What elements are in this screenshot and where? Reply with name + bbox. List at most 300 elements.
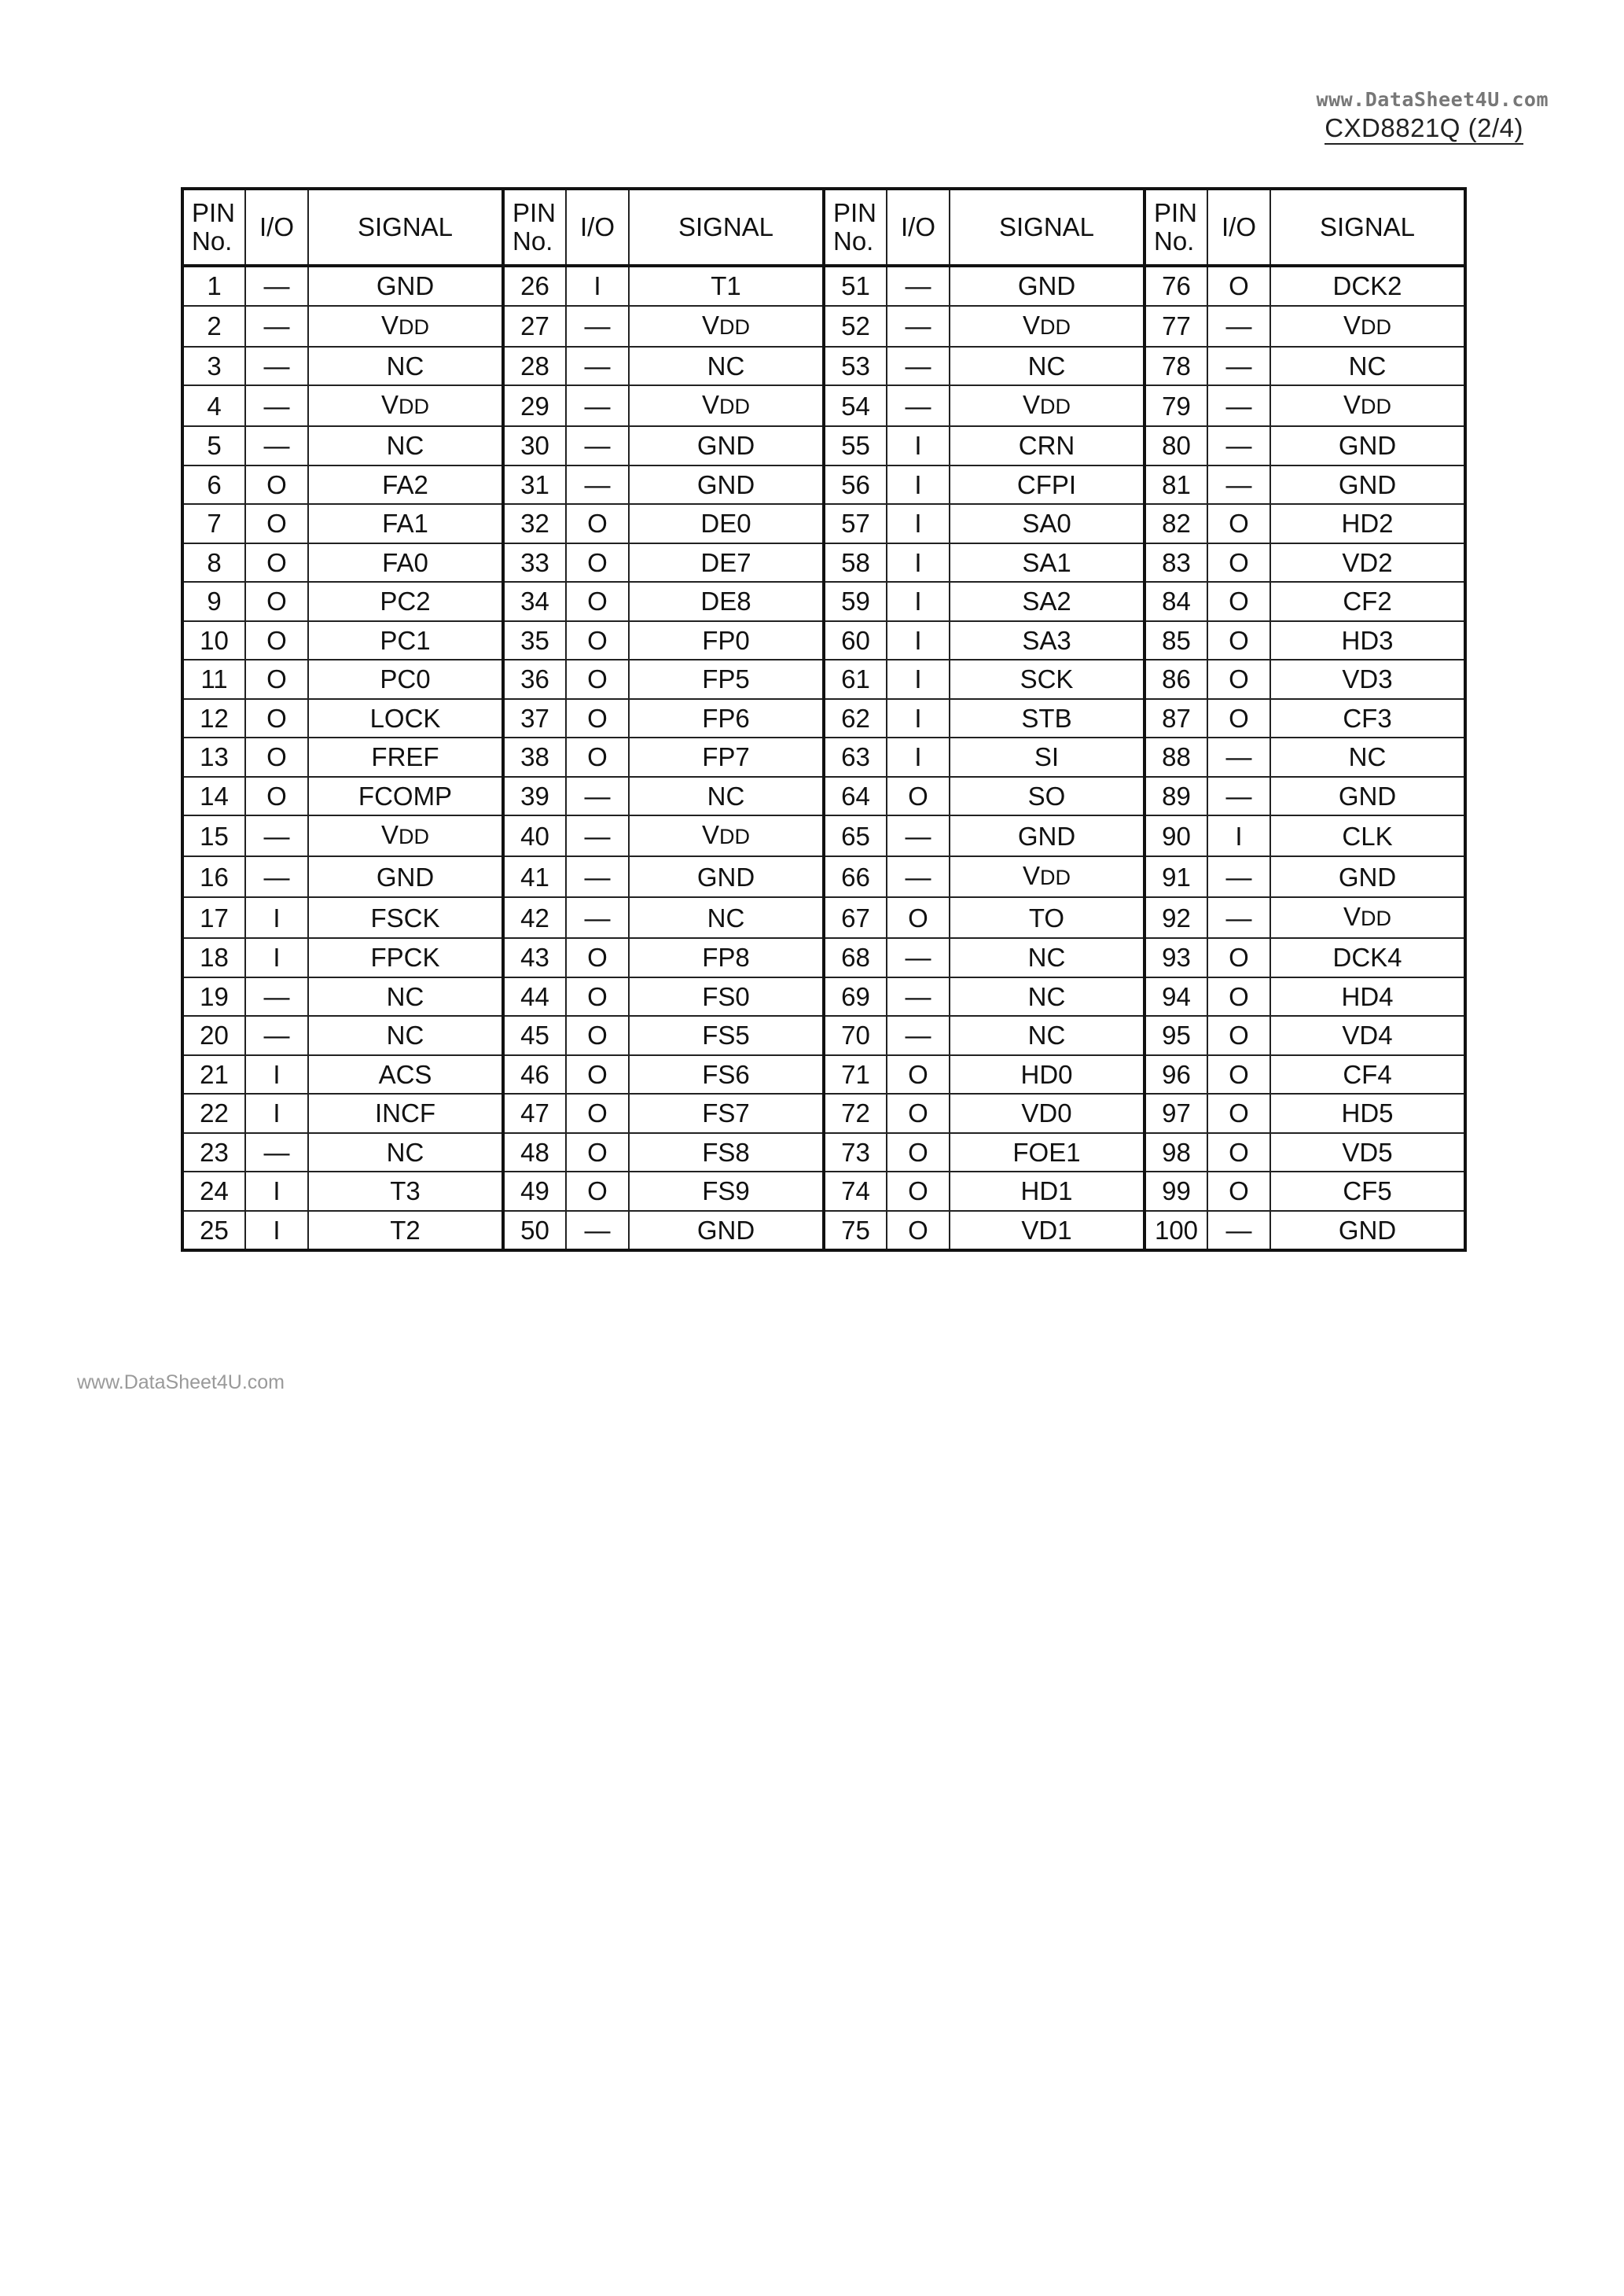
io-direction-cell: — [887,977,950,1017]
signal-name-cell: FA1 [308,504,503,543]
header-pin-no [503,189,566,266]
io-direction-cell: — [245,347,308,386]
signal-name-cell: GND [1270,1211,1465,1251]
io-direction-cell: O [245,504,308,543]
pin-number-cell: 58 [824,543,887,583]
signal-name-cell: NC [950,938,1145,977]
io-direction-cell: — [245,815,308,856]
io-direction-cell: O [245,621,308,660]
pin-number-cell: 22 [182,1094,245,1133]
signal-name-cell: NC [1270,347,1465,386]
pin-number-cell: 18 [182,938,245,977]
signal-name-cell: NC [308,1016,503,1055]
io-direction-cell: O [566,938,629,977]
io-direction-cell: I [245,1211,308,1251]
table-row [182,385,1465,426]
pin-number-cell: 75 [824,1211,887,1251]
header-io: I/O [245,189,308,266]
signal-name-cell: CF5 [1270,1172,1465,1211]
signal-name-cell: FSCK [308,897,503,938]
signal-name-cell: NC [308,1133,503,1172]
pin-number-cell: 23 [182,1133,245,1172]
pin-number-cell: 6 [182,465,245,505]
io-direction-cell: O [566,660,629,699]
pin-number-cell: 8 [182,543,245,583]
signal-name-cell: VDD [1270,385,1465,426]
io-direction-cell: O [1207,938,1270,977]
pin-number-cell: 14 [182,777,245,816]
io-direction-cell: — [1207,897,1270,938]
signal-name-cell: DE8 [629,582,824,621]
pin-number-cell: 52 [824,306,887,347]
table-row [182,1094,1465,1133]
io-direction-cell: — [1207,777,1270,816]
io-direction-cell: — [566,385,629,426]
pin-number-cell: 44 [503,977,566,1017]
io-direction-cell: I [887,543,950,583]
pin-number-cell: 88 [1145,738,1207,777]
signal-name-cell: VD1 [950,1211,1145,1251]
pin-number-cell: 92 [1145,897,1207,938]
pin-number-cell: 50 [503,1211,566,1251]
pin-number-cell: 5 [182,426,245,465]
io-direction-cell: O [1207,1055,1270,1095]
header-pin-label: PIN [192,198,236,227]
pin-number-cell: 41 [503,856,566,897]
io-direction-cell: O [566,1016,629,1055]
signal-name-cell: VDD [950,856,1145,897]
io-direction-cell: — [887,347,950,386]
io-direction-cell: — [566,815,629,856]
io-direction-cell: O [887,1211,950,1251]
io-direction-cell: I [566,266,629,306]
pin-number-cell: 12 [182,699,245,738]
pin-number-cell: 13 [182,738,245,777]
signal-name-cell: FPCK [308,938,503,977]
io-direction-cell: — [566,465,629,505]
table-row [182,1211,1465,1251]
signal-name-cell: GND [1270,856,1465,897]
pin-number-cell: 36 [503,660,566,699]
signal-name-cell: FA2 [308,465,503,505]
pin-number-cell: 70 [824,1016,887,1055]
signal-name-cell: CRN [950,426,1145,465]
table-row [182,777,1465,816]
pin-number-cell: 97 [1145,1094,1207,1133]
io-direction-cell: — [887,266,950,306]
header-no-label: No. [192,226,233,256]
io-direction-cell: — [887,306,950,347]
signal-name-cell: FS9 [629,1172,824,1211]
pin-number-cell: 40 [503,815,566,856]
table-header-row [182,189,1465,266]
signal-name-cell: VDD [1270,306,1465,347]
pin-number-cell: 17 [182,897,245,938]
io-direction-cell: O [566,699,629,738]
io-direction-cell: O [566,1094,629,1133]
pin-number-cell: 7 [182,504,245,543]
header-no-label: No. [513,226,553,256]
io-direction-cell: O [245,699,308,738]
io-direction-cell: I [887,699,950,738]
io-direction-cell: O [245,543,308,583]
signal-name-cell: GND [1270,426,1465,465]
signal-name-cell: NC [950,1016,1145,1055]
io-direction-cell: — [566,897,629,938]
pin-number-cell: 29 [503,385,566,426]
pin-number-cell: 53 [824,347,887,386]
io-direction-cell: I [1207,815,1270,856]
signal-name-cell: VD5 [1270,1133,1465,1172]
signal-name-cell: VDD [950,385,1145,426]
io-direction-cell: O [887,1172,950,1211]
pin-number-cell: 54 [824,385,887,426]
io-direction-cell: O [1207,1094,1270,1133]
io-direction-cell: I [245,1094,308,1133]
io-direction-cell: — [1207,738,1270,777]
signal-name-cell: SO [950,777,1145,816]
table-row [182,465,1465,505]
signal-name-cell: SI [950,738,1145,777]
table-row [182,897,1465,938]
signal-name-cell: NC [308,426,503,465]
pin-number-cell: 3 [182,347,245,386]
pin-number-cell: 61 [824,660,887,699]
signal-name-cell: VDD [308,385,503,426]
table-row [182,1016,1465,1055]
signal-name-cell: SA2 [950,582,1145,621]
io-direction-cell: — [566,856,629,897]
signal-name-cell: VDD [629,815,824,856]
pin-number-cell: 59 [824,582,887,621]
io-direction-cell: — [566,306,629,347]
pin-number-cell: 28 [503,347,566,386]
table-row [182,856,1465,897]
io-direction-cell: — [245,1016,308,1055]
signal-name-cell: HD0 [950,1055,1145,1095]
io-direction-cell: O [245,738,308,777]
signal-name-cell: DE7 [629,543,824,583]
io-direction-cell: I [887,660,950,699]
signal-name-cell: SCK [950,660,1145,699]
io-direction-cell: — [245,306,308,347]
signal-name-cell: CF4 [1270,1055,1465,1095]
io-direction-cell: O [245,777,308,816]
signal-name-cell: SA1 [950,543,1145,583]
io-direction-cell: — [887,385,950,426]
signal-name-cell: FA0 [308,543,503,583]
signal-name-cell: FS8 [629,1133,824,1172]
signal-name-cell: ACS [308,1055,503,1095]
signal-name-cell: SA0 [950,504,1145,543]
pin-number-cell: 72 [824,1094,887,1133]
table-row [182,1133,1465,1172]
signal-name-cell: NC [629,897,824,938]
pin-number-cell: 19 [182,977,245,1017]
signal-name-cell: GND [1270,777,1465,816]
io-direction-cell: — [887,938,950,977]
header-pin-no [1145,189,1207,266]
pin-number-cell: 87 [1145,699,1207,738]
signal-name-cell: GND [629,465,824,505]
signal-name-cell: T1 [629,266,824,306]
signal-name-cell: GND [308,856,503,897]
signal-name-cell: FREF [308,738,503,777]
pin-number-cell: 82 [1145,504,1207,543]
pin-number-cell: 42 [503,897,566,938]
signal-name-cell: GND [950,815,1145,856]
header-signal: SIGNAL [308,189,503,266]
pin-number-cell: 74 [824,1172,887,1211]
pin-number-cell: 21 [182,1055,245,1095]
signal-name-cell: INCF [308,1094,503,1133]
signal-name-cell: FS7 [629,1094,824,1133]
pin-number-cell: 80 [1145,426,1207,465]
header-io: I/O [887,189,950,266]
table-row [182,504,1465,543]
pin-number-cell: 71 [824,1055,887,1095]
header-signal: SIGNAL [629,189,824,266]
pin-number-cell: 79 [1145,385,1207,426]
header-signal: SIGNAL [1270,189,1465,266]
pin-number-cell: 37 [503,699,566,738]
io-direction-cell: O [566,1172,629,1211]
signal-name-cell: LOCK [308,699,503,738]
table-row [182,347,1465,386]
pin-number-cell: 2 [182,306,245,347]
pin-number-cell: 95 [1145,1016,1207,1055]
pin-number-cell: 86 [1145,660,1207,699]
pin-number-cell: 57 [824,504,887,543]
io-direction-cell: O [1207,660,1270,699]
signal-name-cell: STB [950,699,1145,738]
signal-name-cell: VDD [308,815,503,856]
pin-number-cell: 10 [182,621,245,660]
pin-number-cell: 16 [182,856,245,897]
table-row [182,1055,1465,1095]
signal-name-cell: VDD [950,306,1145,347]
signal-name-cell: FP8 [629,938,824,977]
signal-name-cell: FS6 [629,1055,824,1095]
pin-number-cell: 98 [1145,1133,1207,1172]
io-direction-cell: — [245,856,308,897]
io-direction-cell: — [1207,426,1270,465]
pin-number-cell: 48 [503,1133,566,1172]
signal-name-cell: NC [950,977,1145,1017]
pin-number-cell: 56 [824,465,887,505]
pin-number-cell: 45 [503,1016,566,1055]
io-direction-cell: O [566,1055,629,1095]
header-pin-no [824,189,887,266]
io-direction-cell: — [245,1133,308,1172]
io-direction-cell: O [1207,621,1270,660]
io-direction-cell: O [1207,1172,1270,1211]
signal-name-cell: GND [1270,465,1465,505]
io-direction-cell: — [1207,1211,1270,1251]
io-direction-cell: O [566,977,629,1017]
pin-number-cell: 38 [503,738,566,777]
io-direction-cell: I [887,582,950,621]
pin-number-cell: 43 [503,938,566,977]
io-direction-cell: O [1207,699,1270,738]
pin-number-cell: 30 [503,426,566,465]
io-direction-cell: — [1207,856,1270,897]
io-direction-cell: O [566,504,629,543]
pin-number-cell: 35 [503,621,566,660]
pin-number-cell: 51 [824,266,887,306]
signal-name-cell: PC1 [308,621,503,660]
pin-number-cell: 68 [824,938,887,977]
table-row [182,938,1465,977]
table-row [182,543,1465,583]
pin-number-cell: 96 [1145,1055,1207,1095]
header-io: I/O [1207,189,1270,266]
signal-name-cell: VD0 [950,1094,1145,1133]
signal-name-cell: SA3 [950,621,1145,660]
io-direction-cell: — [245,385,308,426]
table-row [182,306,1465,347]
signal-name-cell: VD2 [1270,543,1465,583]
io-direction-cell: O [566,621,629,660]
signal-name-cell: NC [950,347,1145,386]
pin-number-cell: 46 [503,1055,566,1095]
signal-name-cell: VDD [629,385,824,426]
signal-name-cell: NC [629,347,824,386]
io-direction-cell: — [566,347,629,386]
io-direction-cell: O [1207,266,1270,306]
pin-number-cell: 85 [1145,621,1207,660]
table-row [182,266,1465,306]
io-direction-cell: I [887,621,950,660]
signal-name-cell: PC2 [308,582,503,621]
pin-number-cell: 76 [1145,266,1207,306]
signal-name-cell: VDD [629,306,824,347]
pin-number-cell: 33 [503,543,566,583]
signal-name-cell: HD5 [1270,1094,1465,1133]
signal-name-cell: VDD [308,306,503,347]
table-row [182,738,1465,777]
header-pin-label: PIN [833,198,877,227]
header-signal: SIGNAL [950,189,1145,266]
pin-number-cell: 73 [824,1133,887,1172]
pin-number-cell: 83 [1145,543,1207,583]
io-direction-cell: O [887,1133,950,1172]
signal-name-cell: FCOMP [308,777,503,816]
signal-name-cell: PC0 [308,660,503,699]
table-row [182,1172,1465,1211]
signal-name-cell: VDD [1270,897,1465,938]
pin-number-cell: 34 [503,582,566,621]
pin-number-cell: 9 [182,582,245,621]
io-direction-cell: O [1207,977,1270,1017]
signal-name-cell: CF2 [1270,582,1465,621]
pin-number-cell: 20 [182,1016,245,1055]
pin-number-cell: 84 [1145,582,1207,621]
signal-name-cell: CLK [1270,815,1465,856]
pin-number-cell: 81 [1145,465,1207,505]
table-body [182,266,1465,1250]
io-direction-cell: I [887,465,950,505]
pin-number-cell: 26 [503,266,566,306]
signal-name-cell: HD4 [1270,977,1465,1017]
pin-number-cell: 49 [503,1172,566,1211]
table-row [182,621,1465,660]
io-direction-cell: O [887,1094,950,1133]
table-row [182,660,1465,699]
pin-number-cell: 64 [824,777,887,816]
signal-name-cell: FP0 [629,621,824,660]
signal-name-cell: VD4 [1270,1016,1465,1055]
pin-number-cell: 69 [824,977,887,1017]
io-direction-cell: O [887,897,950,938]
io-direction-cell: I [245,1172,308,1211]
pin-number-cell: 39 [503,777,566,816]
io-direction-cell: I [245,938,308,977]
io-direction-cell: — [566,777,629,816]
io-direction-cell: I [887,738,950,777]
signal-name-cell: CF3 [1270,699,1465,738]
io-direction-cell: — [1207,465,1270,505]
pin-number-cell: 66 [824,856,887,897]
pin-number-cell: 4 [182,385,245,426]
signal-name-cell: GND [629,856,824,897]
pin-number-cell: 55 [824,426,887,465]
pin-number-cell: 60 [824,621,887,660]
pin-number-cell: 63 [824,738,887,777]
io-direction-cell: O [1207,543,1270,583]
signal-name-cell: HD3 [1270,621,1465,660]
pin-number-cell: 90 [1145,815,1207,856]
document-id: CXD8821Q (2/4) [1325,113,1523,145]
table-row [182,815,1465,856]
signal-name-cell: NC [308,977,503,1017]
pin-number-cell: 93 [1145,938,1207,977]
io-direction-cell: O [566,1133,629,1172]
signal-name-cell: FP6 [629,699,824,738]
pin-number-cell: 62 [824,699,887,738]
table-row [182,977,1465,1017]
signal-name-cell: GND [629,426,824,465]
table-row [182,699,1465,738]
signal-name-cell: GND [629,1211,824,1251]
io-direction-cell: — [887,815,950,856]
signal-name-cell: CFPI [950,465,1145,505]
signal-name-cell: NC [308,347,503,386]
pin-number-cell: 77 [1145,306,1207,347]
signal-name-cell: FS5 [629,1016,824,1055]
signal-name-cell: HD1 [950,1172,1145,1211]
pin-number-cell: 65 [824,815,887,856]
pin-number-cell: 24 [182,1172,245,1211]
header-pin-no [182,189,245,266]
io-direction-cell: — [245,977,308,1017]
io-direction-cell: I [245,897,308,938]
io-direction-cell: — [566,426,629,465]
pin-number-cell: 89 [1145,777,1207,816]
pin-number-cell: 94 [1145,977,1207,1017]
io-direction-cell: I [887,504,950,543]
signal-name-cell: TO [950,897,1145,938]
signal-name-cell: GND [308,266,503,306]
signal-name-cell: FOE1 [950,1133,1145,1172]
io-direction-cell: — [245,426,308,465]
pin-number-cell: 31 [503,465,566,505]
header-no-label: No. [833,226,874,256]
io-direction-cell: I [887,426,950,465]
header-pin-label: PIN [513,198,557,227]
io-direction-cell: O [1207,1016,1270,1055]
header-io: I/O [566,189,629,266]
